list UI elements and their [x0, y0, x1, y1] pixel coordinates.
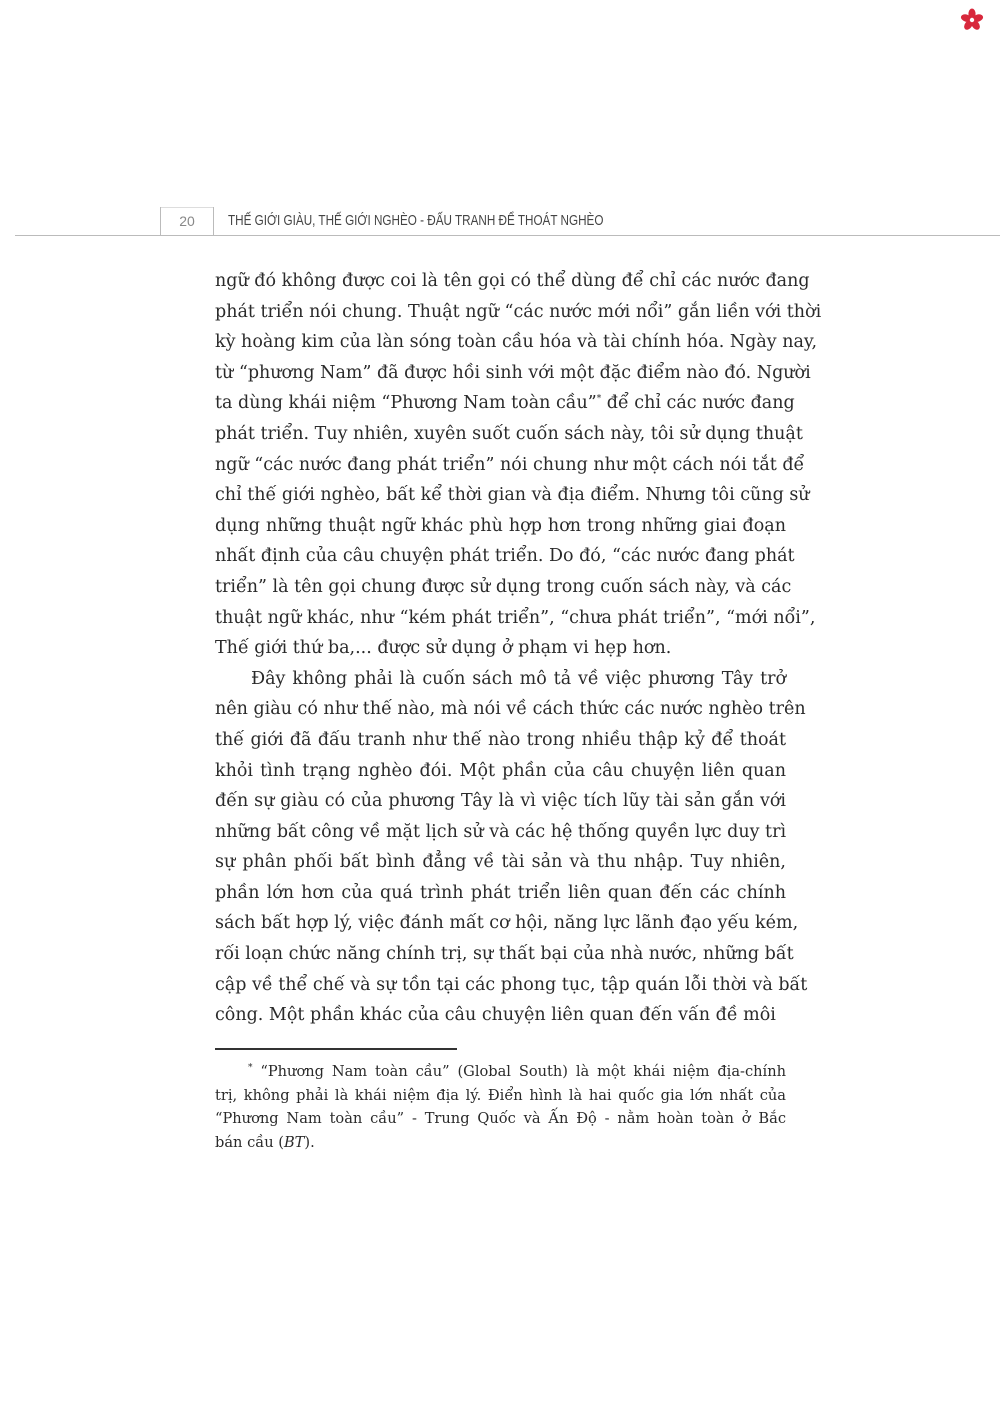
text-line: triển” là tên gọi chung được sử dụng trong cuốn sách này, và các — [215, 576, 792, 597]
running-title: THẾ GIỚI GIÀU, THẾ GIỚI NGHÈO - ĐẤU TRANH ĐỂ THOÁT NGHÈO — [228, 212, 604, 229]
footnote — [215, 1060, 786, 1154]
text-line: công. Một phần khác của câu chuyện liên quan đến vấn đề môi — [215, 1005, 776, 1026]
footnote-rule — [215, 1048, 457, 1050]
text-line: phát triển. Tuy nhiên, xuyên suốt cuốn sách này, tôi sử dụng thuật — [215, 423, 803, 444]
text-line: Đây không phải là cuốn sách mô tả về việc phương Tây trở — [251, 668, 786, 689]
text-line: dụng những thuật ngữ khác phù hợp hơn trong những giai đoạn — [215, 515, 786, 536]
text-line: kỳ hoàng kim của làn sóng toàn cầu hóa và tài chính hóa. Ngày nay, — [215, 332, 818, 353]
text-line: ta dùng khái niệm “Phương Nam toàn cầu”* để chỉ các nước đang — [215, 393, 795, 414]
text-line: từ “phương Nam” đã được hồi sinh với một đặc điểm nào đó. Người — [215, 362, 811, 383]
text-line: nên giàu có như thế nào, mà nói về cách thức các nước nghèo trên — [215, 699, 806, 720]
text-line: Thế giới thứ ba,... được sử dụng ở phạm vi hẹp hơn. — [215, 638, 672, 659]
text-line: thế giới đã đấu tranh như thế nào trong nhiều thập kỷ để thoát — [215, 729, 786, 750]
text-line: đến sự giàu có của phương Tây là vì việc tích lũy tài sản gắn với — [215, 791, 786, 812]
text-line: chỉ thế giới nghèo, bất kể thời gian và địa điểm. Nhưng tôi cũng sử — [215, 485, 810, 506]
text-line: sách bất hợp lý, việc đánh mất cơ hội, năng lực lãnh đạo yếu kém, — [215, 913, 799, 934]
text-line: khỏi tình trạng nghèo đói. Một phần của câu chuyện liên quan — [215, 760, 786, 781]
page-number-box-top — [160, 207, 214, 208]
text-line: ngữ “các nước đang phát triển” nói chung như một cách nói tắt để — [215, 454, 805, 475]
page-number: 20 — [179, 213, 195, 229]
text-line: sự phân phối bất bình đẳng về tài sản và thu nhập. Tuy nhiên, — [215, 852, 786, 873]
text-line: trị, không phải là khái niệm địa lý. Điển hình là hai quốc gia lớn nhất của — [215, 1086, 786, 1104]
text-line: bán cầu (BT). — [215, 1133, 315, 1151]
publisher-flower-logo-icon — [960, 8, 984, 32]
header-rule — [15, 235, 1000, 236]
body-text — [215, 266, 822, 1031]
text-line: “Phương Nam toàn cầu” - Trung Quốc và Ấn Độ - nằm hoàn toàn ở Bắc — [215, 1110, 786, 1128]
text-line: thuật ngữ khác, như “kém phát triển”, “chưa phát triển”, “mới nổi”, — [215, 607, 816, 628]
text-line: * “Phương Nam toàn cầu” (Global South) là một khái niệm địa-chính — [248, 1063, 786, 1080]
paragraph-1 — [215, 266, 822, 664]
text-line: phát triển nói chung. Thuật ngữ “các nước mới nổi” gắn liền với thời — [215, 301, 822, 322]
text-line: phần lớn hơn của quá trình phát triển liên quan đến các chính — [215, 882, 786, 903]
text-line: nhất định của câu chuyện phát triển. Do đó, “các nước đang phát — [215, 546, 795, 567]
text-line: ngữ đó không được coi là tên gọi có thể dùng để chỉ các nước đang — [215, 271, 810, 291]
paragraph-2 — [215, 664, 808, 1031]
text-line: rối loạn chức năng chính trị, sự thất bại của nhà nước, những bất — [215, 944, 794, 965]
text-line: những bất công về mặt lịch sử và các hệ thống quyền lực duy trì — [215, 821, 787, 842]
text-line: cập về thể chế và sự tồn tại các phong tục, tập quán lỗi thời và bất — [215, 974, 808, 995]
